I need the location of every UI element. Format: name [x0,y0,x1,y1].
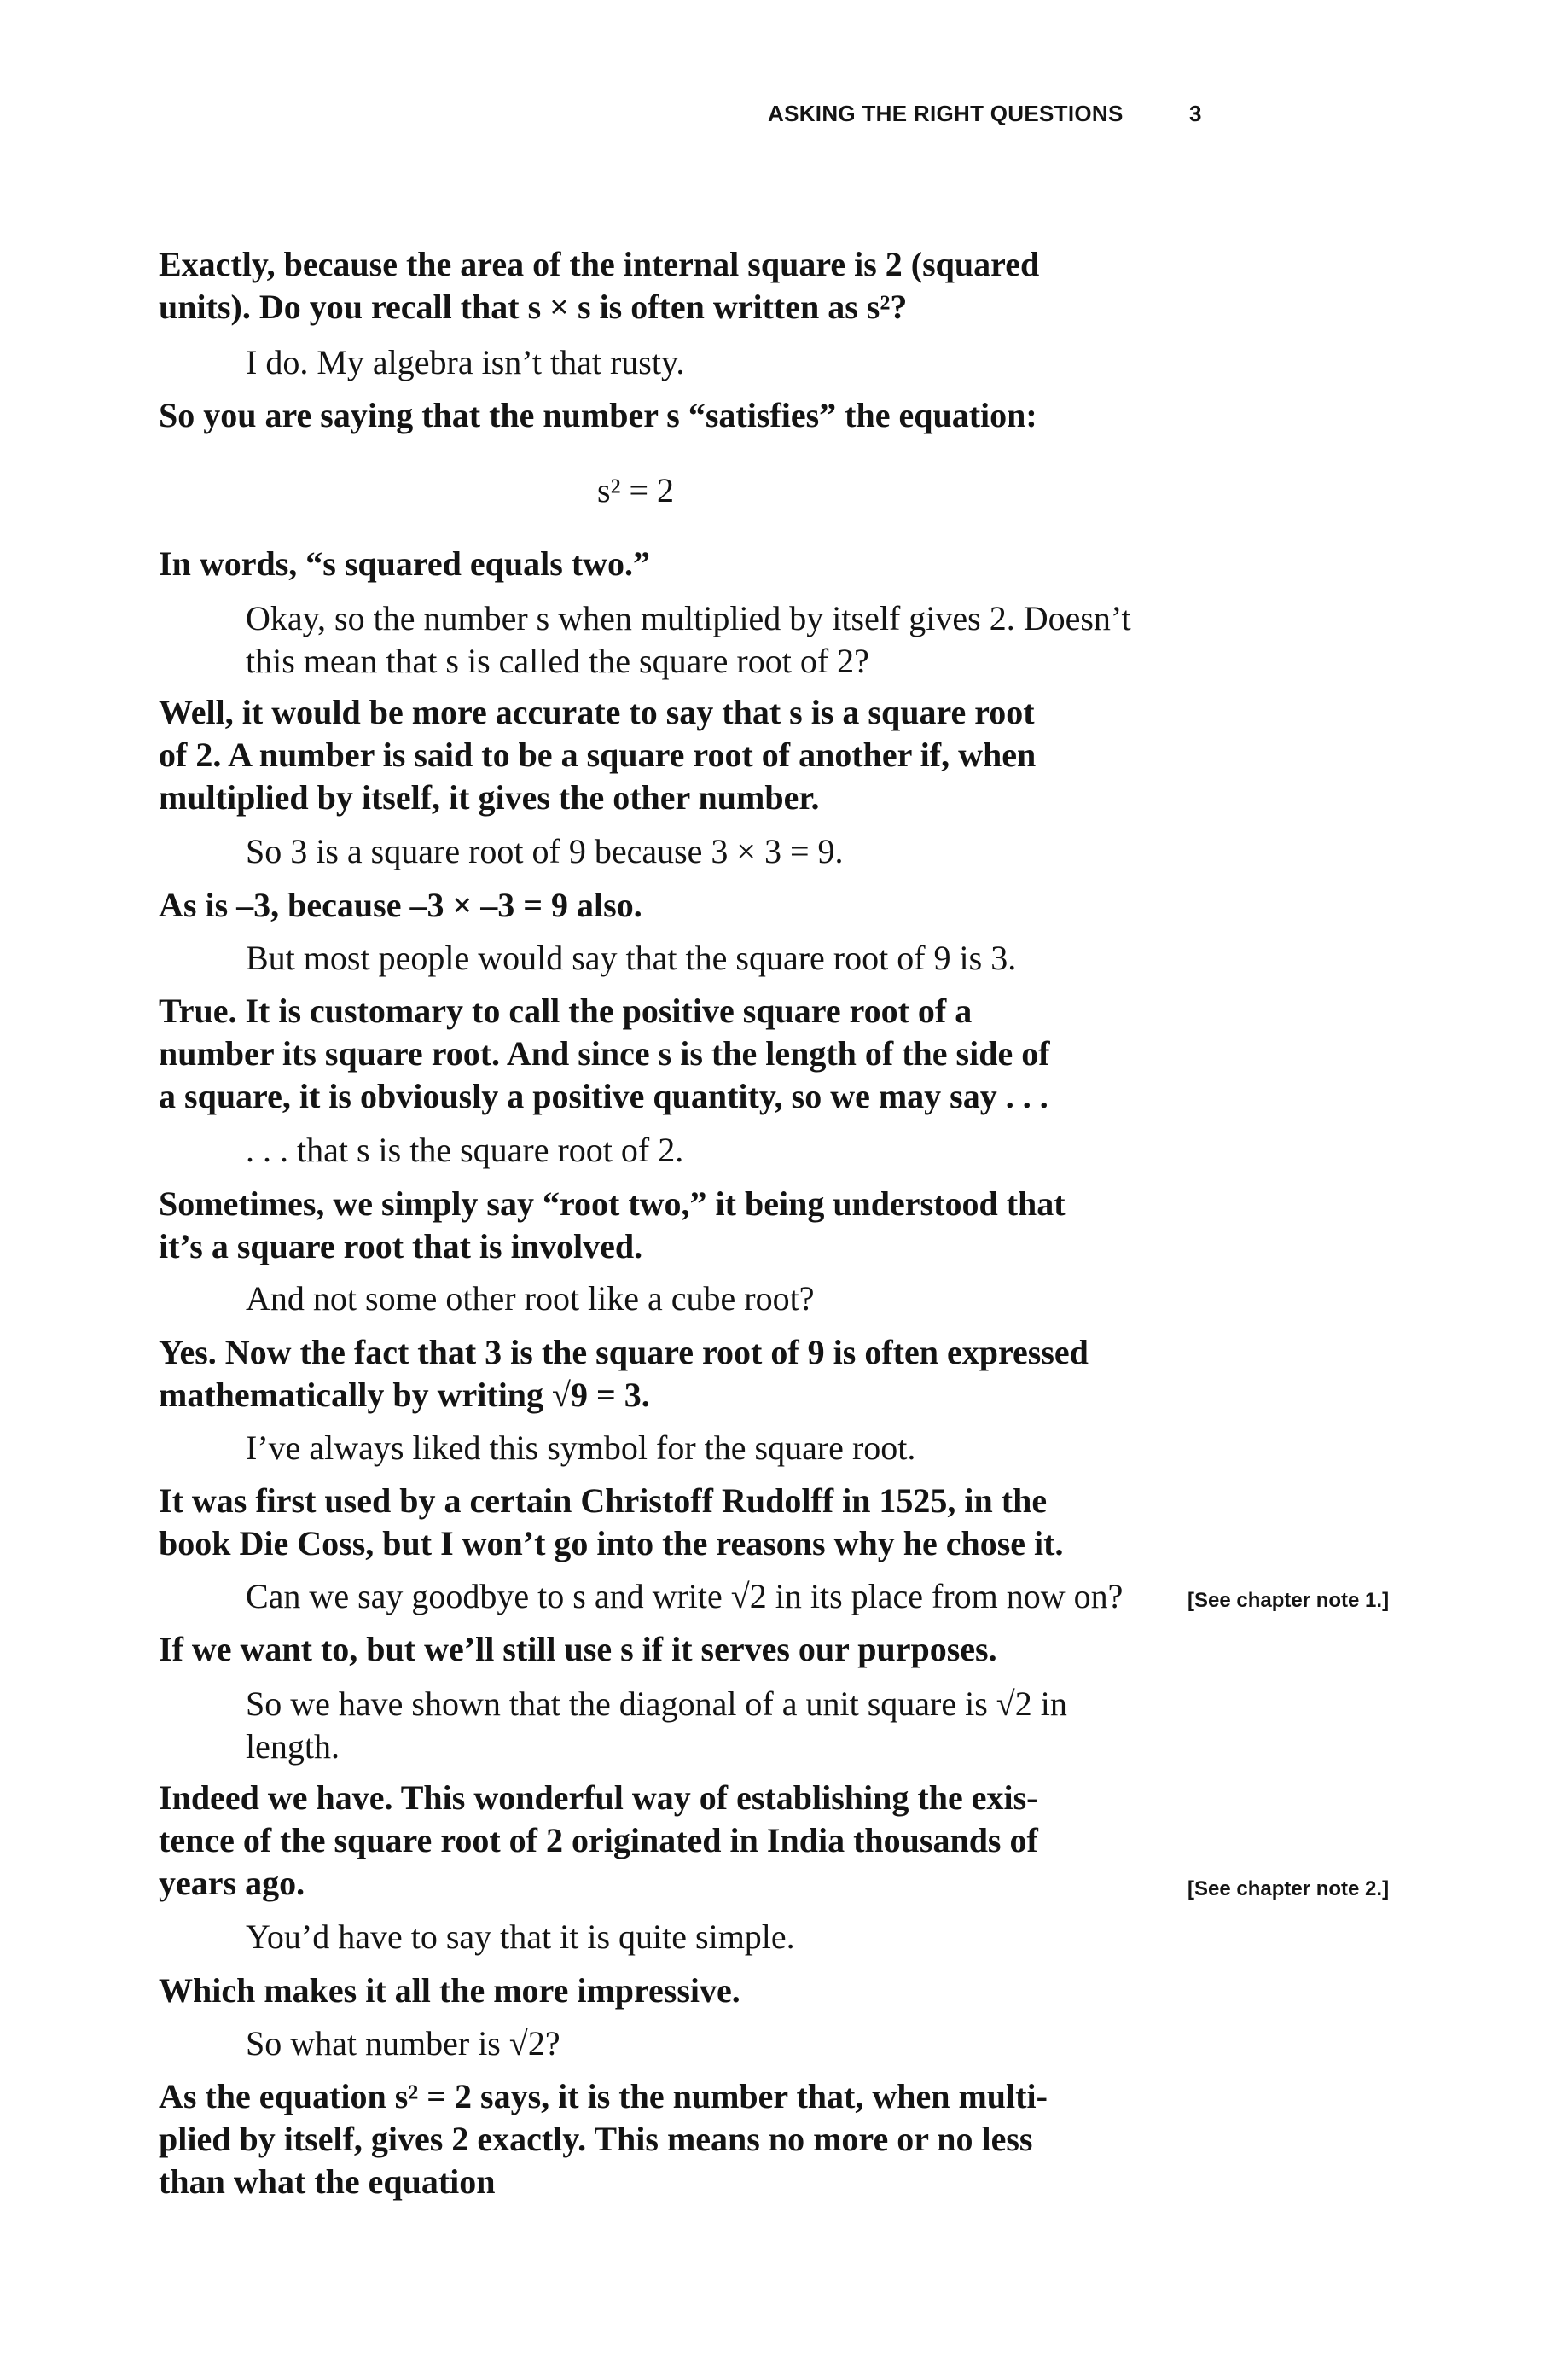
paragraph-question [246,830,844,873]
paragraph-question [246,1427,915,1469]
paragraph-answer [159,543,650,585]
running-header: ASKING THE RIGHT QUESTIONS [768,101,1124,126]
text-line: So what number is √2? [246,2024,560,2063]
text-line: So 3 is a square root of 9 because 3 × 3 = 9. [246,832,844,870]
text-line: But most people would say that the square root of 9 is 3. [246,939,1017,977]
paragraph-answer [159,2075,1048,2203]
text-line: Which makes it all the more impressive. [159,1971,740,2010]
paragraph-question [246,1277,814,1320]
text-line: number its square root. And since s is the length of the side of [159,1034,1050,1073]
paragraph-answer [159,1183,1066,1268]
text-line: Sometimes, we simply say “root two,” it being understood that [159,1184,1066,1223]
text-line: Exactly, because the area of the internal square is 2 (squared [159,245,1040,283]
text-line: . . . that s is the square root of 2. [246,1131,684,1169]
text-line: Well, it would be more accurate to say that s is a square root [159,693,1035,731]
paragraph-question [246,937,1016,980]
paragraph-answer [159,1777,1038,1905]
equation [0,469,1271,512]
text-line: Indeed we have. This wonderful way of establishing the exis- [159,1778,1038,1817]
equation-text: s² = 2 [596,471,675,509]
text-line: a square, it is obviously a positive quantity, so we may say . . . [159,1077,1048,1115]
paragraph-question [246,597,1131,683]
text-line: Can we say goodbye to s and write √2 in its place from now on? [246,1577,1124,1615]
text-line: tence of the square root of 2 originated in India thousands of [159,1821,1038,1859]
text-line: multiplied by itself, it gives the other number. [159,778,820,817]
paragraph-answer [159,884,642,927]
text-line: It was first used by a certain Christoff Rudolff in 1525, in the [159,1481,1048,1520]
text-line: So we have shown that the diagonal of a unit square is √2 in [246,1684,1067,1723]
text-line: If we want to, but we’ll still use s if it serves our purposes. [159,1630,997,1668]
margin-note: [See chapter note 1.] [1188,1589,1390,1612]
text-line: of 2. A number is said to be a square root of another if, when [159,736,1037,774]
paragraph-answer [159,691,1036,819]
text-line: Yes. Now the fact that 3 is the square root of 9 is often expressed [159,1333,1089,1371]
text-line: mathematically by writing √9 = 3. [159,1376,650,1414]
paragraph-answer [159,243,1039,329]
text-line: In words, “s squared equals two.” [159,544,651,583]
text-line: length. [246,1727,340,1766]
paragraph-question [246,1575,1123,1618]
paragraph-answer [159,1969,740,2012]
text-line: I’ve always liked this symbol for the square root. [246,1428,916,1467]
text-line: book Die Coss, but I won’t go into the reasons why he chose it. [159,1524,1064,1562]
text-line: units). Do you recall that s × s is often written as s²? [159,288,908,326]
paragraph-question [246,341,684,384]
text-line: You’d have to say that it is quite simple. [246,1917,795,1956]
text-line: years ago. [159,1864,305,1902]
text-line: it’s a square root that is involved. [159,1227,643,1265]
page-number: 3 [1189,101,1202,126]
text-line: True. It is customary to call the positive square root of a [159,992,973,1030]
text-line: As the equation s² = 2 says, it is the number that, when multi- [159,2077,1048,2115]
paragraph-question [246,1683,1067,1768]
text-line: So you are saying that the number s “satisfies” the equation: [159,396,1037,434]
paragraph-question [246,1916,795,1958]
paragraph-answer [159,1628,997,1671]
text-line: this mean that s is called the square root of 2? [246,642,869,680]
paragraph-answer [159,1480,1063,1565]
margin-note: [See chapter note 2.] [1188,1877,1390,1900]
text-line: than what the equation [159,2162,496,2201]
text-line: plied by itself, gives 2 exactly. This means no more or no less [159,2120,1033,2158]
text-line: As is –3, because –3 × –3 = 9 also. [159,886,642,924]
text-line: And not some other root like a cube root? [246,1279,815,1318]
text-line: I do. My algebra isn’t that rusty. [246,343,685,381]
paragraph-answer [159,990,1050,1118]
paragraph-answer [159,394,1037,437]
paragraph-question [246,2022,560,2065]
paragraph-answer [159,1331,1089,1417]
paragraph-question [246,1129,683,1172]
text-line: Okay, so the number s when multiplied by itself gives 2. Doesn’t [246,599,1131,637]
